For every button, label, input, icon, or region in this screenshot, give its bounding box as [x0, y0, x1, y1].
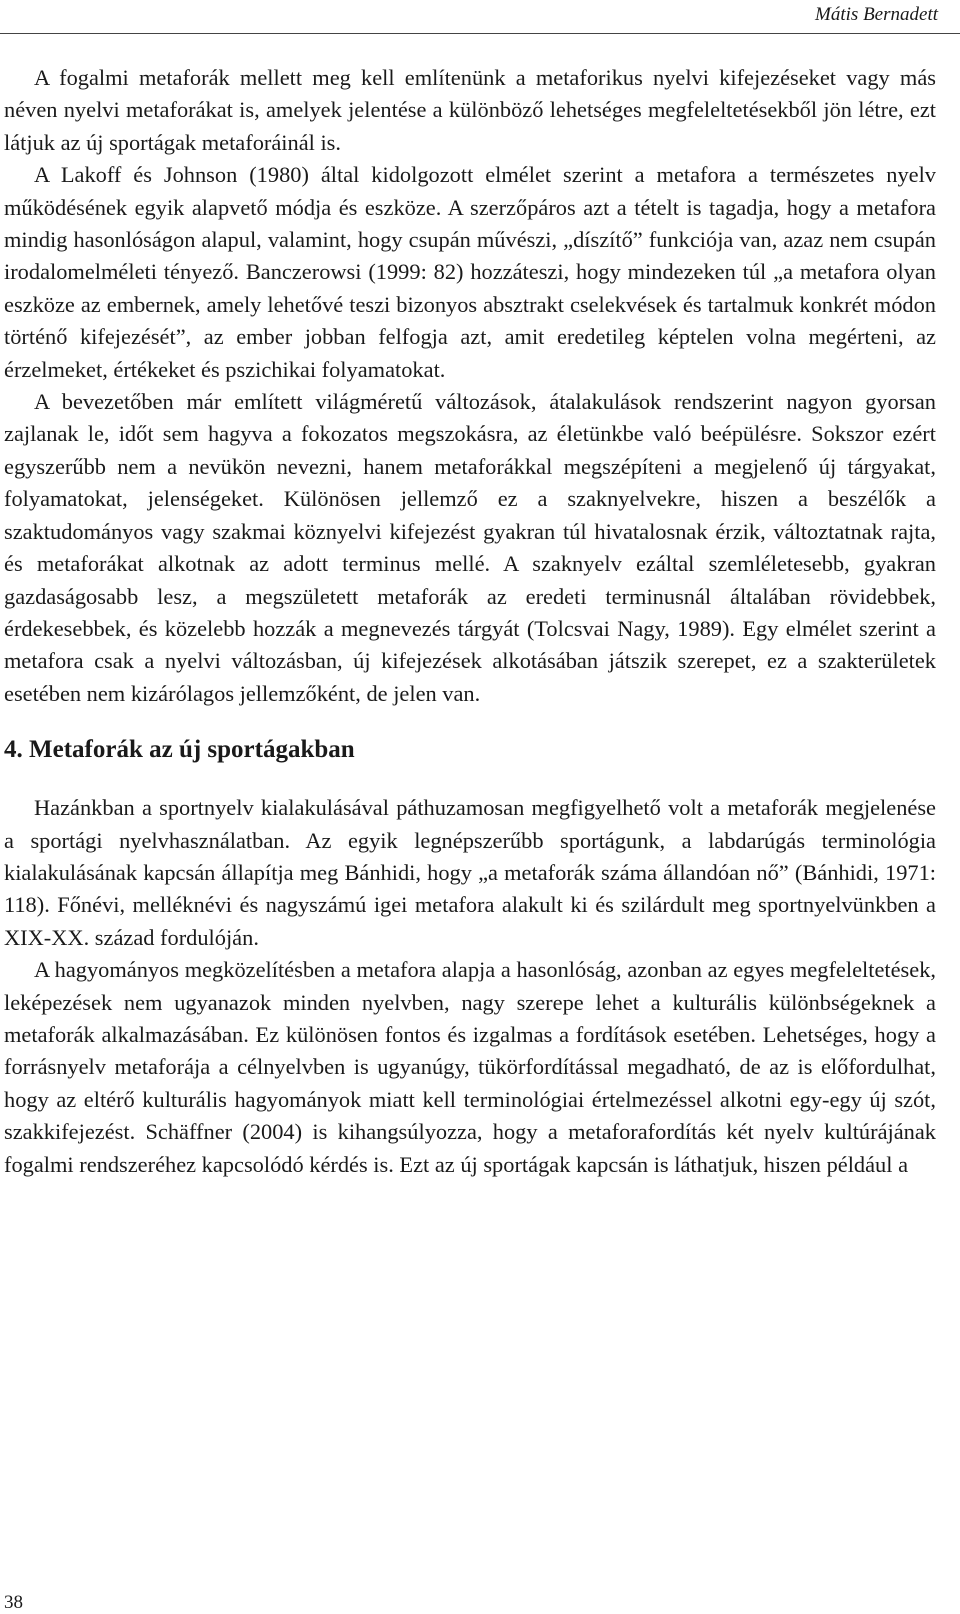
paragraph: Hazánkban a sportnyelv kialakulásával páthuzamosan megfigyelhető volt a metaforák megjelenése a sportági nyelvhasználatban. Az egyik legnépszerűbb sportágunk, a labdarúgás terminológia kialakulásának kapcsán állapítja meg Bánhidi, hogy „a metaforák száma állandóan nő” (Bánhidi, 1971: 118). Főnévi, melléknévi és nagyszámú igei metafora alakult ki és szilárdult meg sportnyelvünkben a XIX-XX. század fordulóján. — [4, 795, 936, 950]
running-header — [0, 0, 960, 34]
paragraph: A Lakoff és Johnson (1980) által kidolgozott elmélet szerint a metafora a természetes nyelv működésének egyik alapvető módja és eszköze. A szerzőpáros azt a tételt is tagadja, hogy a metafora mindig hasonlóságon alapul, valamint, hogy csupán művészi, „díszítő” funkciója van, azaz nem csupán irodalomelméleti tényező. Banczerowsi (1999: 82) hozzáteszi, hogy mindezeken túl „a metafora olyan eszköze az embernek, amely lehetővé teszi bizonyos absztrakt cselekvések és tartalmuk konkrét módon történő kifejezését”, az ember jobban felfogja azt, amit eredetileg képtelen volna megérteni, az érzelmeket, értékeket és pszichikai folyamatokat. — [4, 162, 936, 382]
section-heading: 4. Metaforák az új sportágakban — [4, 736, 355, 764]
paragraph: A hagyományos megközelítésben a metafora alapja a hasonlóság, azonban az egyes megfeleltetések, leképezések nem ugyanazok minden nyelvben, nagy szerepe lehet a kulturális különbségeknek a metaforák alkalmazásában. Ez különösen fontos és izgalmas a fordítások esetében. Lehetséges, hogy a forrásnyelv metaforája a célnyelvben is ugyanúgy, tükörfordítással megadható, de az is előfordulhat, hogy az eltérő kulturális hagyományok miatt kell terminológiai értelmezéssel alkotni egy-egy új szót, szakkifejezést. Schäffner (2004) is kihangsúlyozza, hogy a metaforafordítás két nyelv kultúrájának fogalmi rendszeréhez kapcsolódó kérdés is. Ezt az új sportágak kapcsán is láthatjuk, hiszen például a — [4, 957, 936, 1177]
paragraph: A bevezetőben már említett világméretű változások, átalakulások rendszerint nagyon gyorsan zajlanak le, időt sem hagyva a fokozatos megszokásra, az életünkbe való beépülésre. Sokszor ezért egyszerűbb nem a nevükön nevezni, hanem metaforákkal megszépíteni a megjelenő új tárgyakat, folyamatokat, jelenségeket. Különösen jellemző ez a szaknyelvekre, hiszen a beszélők a szaktudományos vagy szakmai köznyelvi kifejezést gyakran túl hivatalosnak érzik, változtatnak rajta, és metaforákat alkotnak az adott terminus mellé. A szaknyelv ezáltal szemléletesebb, gyakran gazdaságosabb lesz, a megszületett metaforák az eredeti terminusnál általában rövidebbek, érdekesebbek, és közelebb hozzák a megnevezés tárgyát (Tolcsvai Nagy, 1989). Egy elmélet szerint a metafora csak a nyelvi változásban, új kifejezések alkotásában játszik szerepet, ez a szakterületek esetében nem kizárólagos jellemzőként, de jelen van. — [4, 389, 936, 706]
page-number: 38 — [4, 1592, 23, 1613]
page-body — [4, 62, 936, 1181]
header-author: Mátis Bernadett — [815, 4, 938, 25]
paragraph: A fogalmi metaforák mellett meg kell említenünk a metaforikus nyelvi kifejezéseket vagy más néven nyelvi metaforákat is, amelyek jelentése a különböző lehetséges megfeleltetésekből jön létre, ezt látjuk az új sportágak metaforáinál is. — [4, 65, 936, 155]
